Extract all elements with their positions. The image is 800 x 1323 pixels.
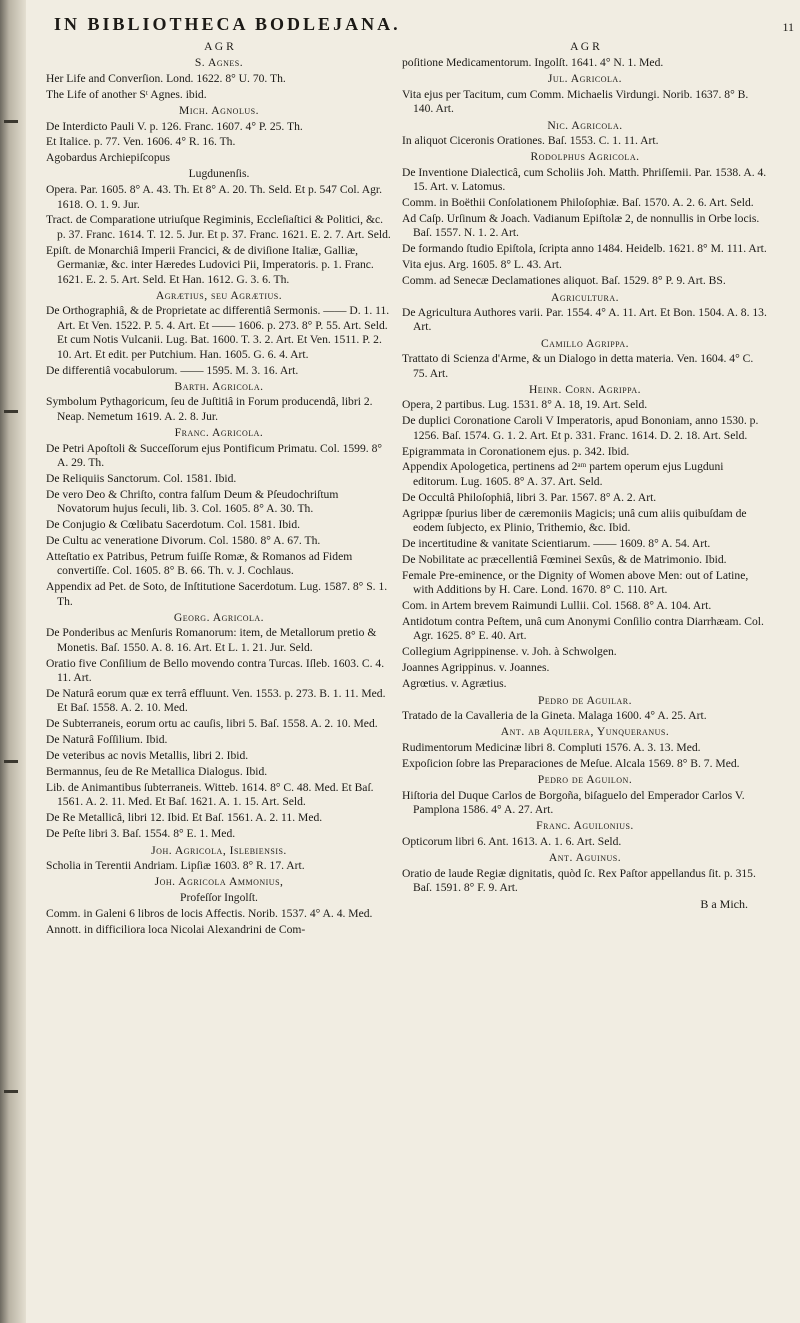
right-catalog-entry: Female Pre-eminence, or the Dignity of Women above Men: out of Latine, with Additions by H. Care. Lond. 1670. 8° C. 110. Art. — [402, 568, 749, 597]
right-author-heading: Ant. ab Aquilera, Yunqueranus. — [500, 725, 670, 739]
left-catalog-entry: Atteſtatio ex Patribus, Petrum fuiſſe Romæ, & Romanos ad Fidem convertiſſe. Col. 1605. 8° B. 66. Th. v. J. Cochlaus. — [46, 549, 353, 578]
right-catalog-entry: Agrœtius. v. Agrætius. — [402, 677, 507, 691]
right-catalog-entry: De incertitudine & vanitate Scientiarum. —— 1609. 8° A. 54. Art. — [402, 537, 711, 550]
left-author-heading: S. Agnes. — [194, 56, 244, 70]
left-column — [46, 40, 392, 939]
left-catalog-entry: Her Life and Converſion. Lond. 1622. 8° U. 70. Th. — [46, 71, 286, 85]
left-catalog-entry: De Conjugio & Cœlibatu Sacerdotum. Col. 1581. Ibid. — [46, 518, 301, 532]
gutter-mark — [4, 120, 18, 123]
left-catalog-entry: De Petri Apoſtoli & Succeſſorum ejus Pontificum Primatu. Col. 1599. 8° A. 29. Th. — [46, 441, 383, 469]
left-catalog-entry: Et Italice. p. 77. Ven. 1606. 4° R. 16. Th. — [46, 135, 236, 149]
right-author-heading: Jul. Agricola. — [547, 72, 623, 86]
left-catalog-entry: De Naturâ Foſſilium. Ibid. — [46, 733, 168, 747]
right-catalog-entry: De Agricultura Authores varii. Par. 1554. 4° A. 11. Art. Et Bon. 1504. A. 8. 13. Art. — [402, 305, 767, 334]
right-catalog-entry: Vita ejus per Tacitum, cum Comm. Michaelis Virdungi. Norib. 1637. 8° B. 140. Art. — [402, 87, 749, 116]
right-author-heading: Ant. Aguinus. — [548, 851, 622, 865]
right-catalog-entry: Tratado de la Cavalleria de la Gineta. Malaga 1600. 4° A. 25. Art. — [402, 708, 707, 722]
right-catalog-entry: Comm. in Boëthii Conſolationem Philoſophiæ. Baſ. 1570. A. 2. 6. Art. Seld. — [402, 196, 754, 210]
left-catalog-entry: De differentiâ vocabulorum. —— 1595. M. 3. 16. Art. — [46, 363, 299, 377]
left-catalog-entry: Scholia in Terentii Andriam. Lipſiæ 1603. 8° R. 17. Art. — [46, 859, 305, 873]
left-catalog-entry: Agobardus Archiepiſcopus — [46, 151, 170, 165]
left-catalog-entry: De Reliquiis Sanctorum. Col. 1581. Ibid. — [46, 471, 237, 485]
left-catalog-entry: De Subterraneis, eorum ortu ac cauſis, libri 5. Baſ. 1558. A. 2. 10. Med. — [46, 717, 378, 731]
right-catalog-entry: Ad Caſp. Urſinum & Joach. Vadianum Epiſtolæ 2, de nonnullis in Orbe locis. Baſ. 1557. N. 1. 2. Art. — [402, 211, 760, 240]
right-author-heading: Franc. Aguilonius. — [536, 819, 634, 833]
right-catalog-entry: Hiſtoria del Duque Carlos de Borgoña, biſaguelo del Emperador Carlos V. Pamplona 1586. 4° A. 27. Art. — [402, 788, 745, 816]
folio-number: 11 — [782, 20, 794, 34]
right-author-heading: Pedro de Aguilar. — [537, 693, 633, 707]
right-catalog-entry: Opera, 2 partibus. Lug. 1531. 8° A. 18, 19. Art. Seld. — [402, 398, 648, 412]
left-centered-line: A G R — [204, 40, 234, 53]
header-title: IN BIBLIOTHECA BODLEJANA. — [54, 14, 401, 34]
right-catalog-entry: Expoſicion ſobre las Preparaciones de Meſue. Alcala 1569. 8° B. 7. Med. — [402, 756, 740, 770]
right-centered-line: A G R — [570, 40, 600, 53]
left-catalog-entry: Bermannus, ſeu de Re Metallica Dialogus. Ibid. — [46, 765, 268, 779]
right-catalog-entry: Trattato di Scienza d'Arme, & un Dialogo in detta materia. Ven. 1604. 4° C. 75. Art. — [402, 352, 754, 380]
right-catalog-entry: De duplici Coronatione Caroli V Imperatoris, apud Bononiam, anno 1530. p. 1256. Baſ. 1574. G. 1. 2. Art. Et p. 331. Franc. 1614. D. 2. 18. Art. Seld. — [402, 414, 759, 442]
right-catalog-entry: De formando ſtudio Epiſtola, ſcripta anno 1484. Heidelb. 1621. 8° M. 111. Art. — [402, 242, 767, 256]
left-catalog-entry: De vero Deo & Chriſto, contra falſum Deum & Pſeudochriſtum Novatorum hujus ſeculi, lib. 3. Col. 1605. 8° A. 30. Th. — [46, 487, 339, 516]
left-author-heading: Agrætius, ſeu Agrætius. — [155, 289, 283, 302]
left-author-heading: Franc. Agricola. — [174, 426, 264, 440]
left-author-heading: Joh. Agricola Ammonius, — [154, 875, 284, 889]
left-author-heading: Mich. Agnolus. — [179, 104, 259, 118]
left-catalog-entry: De Ponderibus ac Menſuris Romanorum: item, de Metallorum pretio & Monetis. Baſ. 1550. A. 8. 16. Art. Et L. 1. 21. Jur. Seld. — [46, 626, 377, 654]
right-catalog-entry: De Inventione Dialecticâ, cum Scholiis Joh. Matth. Phriſſemii. Par. 1538. A. 4. 15. Art. v. Latomus. — [402, 165, 767, 194]
left-catalog-entry: De Cultu ac veneratione Divorum. Col. 1580. 8° A. 67. Th. — [46, 534, 321, 547]
left-catalog-entry: The Life of another Sᵗ Agnes. ibid. — [46, 87, 207, 101]
right-catalog-entry: Joannes Agrippinus. v. Joannes. — [402, 661, 550, 675]
left-catalog-entry: Lib. de Animantibus ſubterraneis. Witteb. 1614. 8° C. 48. Med. Et Baſ. 1561. A. 2. 11. Med. Et Baſ. 1621. A. 1. 15. Art. Seld. — [46, 781, 374, 809]
gutter-mark — [4, 760, 18, 763]
right-catalog-entry: De Occultâ Philoſophiâ, libri 3. Par. 1567. 8° A. 2. Art. — [402, 490, 657, 504]
right-catalog-entry: Opticorum libri 6. Ant. 1613. A. 1. 6. Art. Seld. — [402, 834, 622, 848]
right-catalog-entry: Epigrammata in Coronationem ejus. p. 342. Ibid. — [402, 444, 630, 458]
left-catalog-entry: De Naturâ eorum quæ ex terrâ effluunt. Ven. 1553. p. 273. B. 1. 11. Med. Et Baſ. 1558. A. 2. 10. Med. — [46, 687, 386, 715]
left-catalog-entry: Opera. Par. 1605. 8° A. 43. Th. Et 8° A. 20. Th. Seld. Et p. 547 Col. Agr. 1618. O. 1. 9. Jur. — [46, 183, 383, 211]
left-catalog-entry: Comm. in Galeni 6 libros de locis Affectis. Norib. 1537. 4° A. 4. Med. — [46, 906, 373, 920]
left-catalog-entry: De veteribus ac novis Metallis, libri 2. Ibid. — [46, 749, 249, 763]
left-catalog-entry: De Orthographiâ, & de Proprietate ac differentiâ Sermonis. —— D. 1. 11. Art. Et Ven. 1522. P. 5. 4. Art. Et —— 1606. p. 273. 8° P. 55. Art. Seld. Et cum Notis Vulcanii. Lug. Bat. 1600. T. 3. 2. Art. Et Ven. 1511. P. 2. 10. Art. Et edit. per Putchium. Han. 1605. G. 6. 4. Art. — [46, 304, 390, 361]
left-catalog-entry: Annott. in difficiliora loca Nicolai Alexandrini de Com- — [46, 922, 306, 936]
right-catalog-entry: Rudimentorum Medicinæ libri 8. Compluti 1576. A. 3. 13. Med. — [402, 740, 701, 754]
right-column — [402, 40, 768, 913]
right-catalog-entry: Com. in Artem brevem Raimundi Lullii. Col. 1568. 8° A. 104. Art. — [402, 599, 712, 613]
left-author-heading: Georg. Agricola. — [173, 611, 265, 625]
left-catalog-entry: De Interdicto Pauli V. p. 126. Franc. 1607. 4° P. 25. Th. — [46, 119, 303, 133]
left-centered-line: Profeſſor Ingolſt. — [180, 890, 258, 904]
gutter-mark — [4, 410, 18, 413]
right-catalog-entry: Vita ejus. Arg. 1605. 8° L. 43. Art. — [402, 258, 562, 272]
left-catalog-entry: Oratio five Conſilium de Bello movendo contra Turcas. Iſleb. 1603. C. 4. 11. Art. — [46, 656, 385, 685]
left-catalog-entry: Symbolum Pythagoricum, ſeu de Juſtitiâ in Forum producendâ, libri 2. Neap. Nemetum 1619. A. 2. 8. Jur. — [46, 395, 373, 423]
left-catalog-entry: Epiſt. de Monarchiâ Imperii Francici, & de diviſione Italiæ, Galliæ, Germaniæ, &c. inter Hæredes Ludovici Pii, Imperatoris. p. 1. Franc. 1621. E. 2. 5. Art. Seld. Et Han. 1612. G. 3. 6. Th. — [46, 243, 374, 286]
right-catalog-entry: Antidotum contra Peſtem, unâ cum Anonymi Conſilio contra Diarrhæam. Col. Agr. 1625. 8° E. 40. Art. — [402, 615, 764, 643]
right-catalog-entry: Oratio de laude Regiæ dignitatis, quòd ſc. Rex Paſtor appellandus ſit. p. 315. Baſ. 1591. 8° F. 9. Art. — [402, 866, 756, 894]
running-header — [54, 14, 794, 35]
gutter-mark — [4, 1090, 18, 1093]
left-catalog-entry: De Peſte libri 3. Baſ. 1554. 8° E. 1. Med. — [46, 827, 236, 841]
left-catalog-entry: De Re Metallicâ, libri 12. Ibid. Et Baſ. 1561. A. 2. 11. Med. — [46, 811, 323, 825]
right-catalog-entry: Comm. ad Senecæ Declamationes aliquot. Baſ. 1529. 8° P. 9. Art. BS. — [402, 274, 726, 288]
left-catalog-entry: Tract. de Comparatione utriuſque Regiminis, Eccleſiaſtici & Politici, &c. p. 37. Franc. 1614. T. 12. 5. Jur. Et p. 37. Franc. 1621. E. 2. 7. Art. Seld. — [46, 213, 391, 241]
right-author-heading: Camillo Agrippa. — [540, 336, 630, 350]
left-catalog-entry: Appendix ad Pet. de Soto, de Inſtitutione Sacerdotum. Lug. 1587. 8° S. 1. Th. — [46, 580, 388, 608]
right-catalog-entry: poſitione Medicamentorum. Ingolſt. 1641. 4° N. 1. Med. — [402, 55, 664, 69]
right-catalog-entry: De Nobilitate ac præcellentiâ Fœminei Sexûs, & de Matrimonio. Ibid. — [402, 552, 727, 566]
right-author-heading: Pedro de Aguilon. — [537, 773, 633, 787]
left-centered-line: Lugdunenſis. — [188, 167, 250, 181]
right-catalog-entry: Agrippæ ſpurius liber de cæremoniis Magicis; unâ cum aliis quibuſdam de eodem ſubjecto, ex Plinio, Trithemio, &c. Ibid. — [402, 506, 747, 535]
right-author-heading: Rodolphus Agricola. — [530, 150, 640, 164]
binding-gutter — [0, 0, 26, 1323]
right-catalog-entry: Collegium Agrippinense. v. Joh. à Schwolgen. — [402, 645, 617, 659]
left-author-heading: Joh. Agricola, Iſlebienſis. — [151, 843, 287, 857]
right-catalog-entry: In aliquot Ciceronis Orationes. Baſ. 1553. C. 1. 11. Art. — [402, 133, 659, 147]
right-author-heading: Agricultura. — [550, 290, 620, 304]
left-author-heading: Barth. Agricola. — [174, 379, 264, 393]
right-author-heading: Heinr. Corn. Agrippa. — [528, 382, 642, 396]
right-author-heading: Nic. Agricola. — [547, 118, 623, 132]
right-signature-mark: B a Mich. — [700, 896, 748, 911]
right-catalog-entry: Appendix Apologetica, pertinens ad 2ᵃᵐ partem operum ejus Lugduni editorum. Lug. 1605. 8° A. 37. Art. Seld. — [402, 460, 724, 488]
